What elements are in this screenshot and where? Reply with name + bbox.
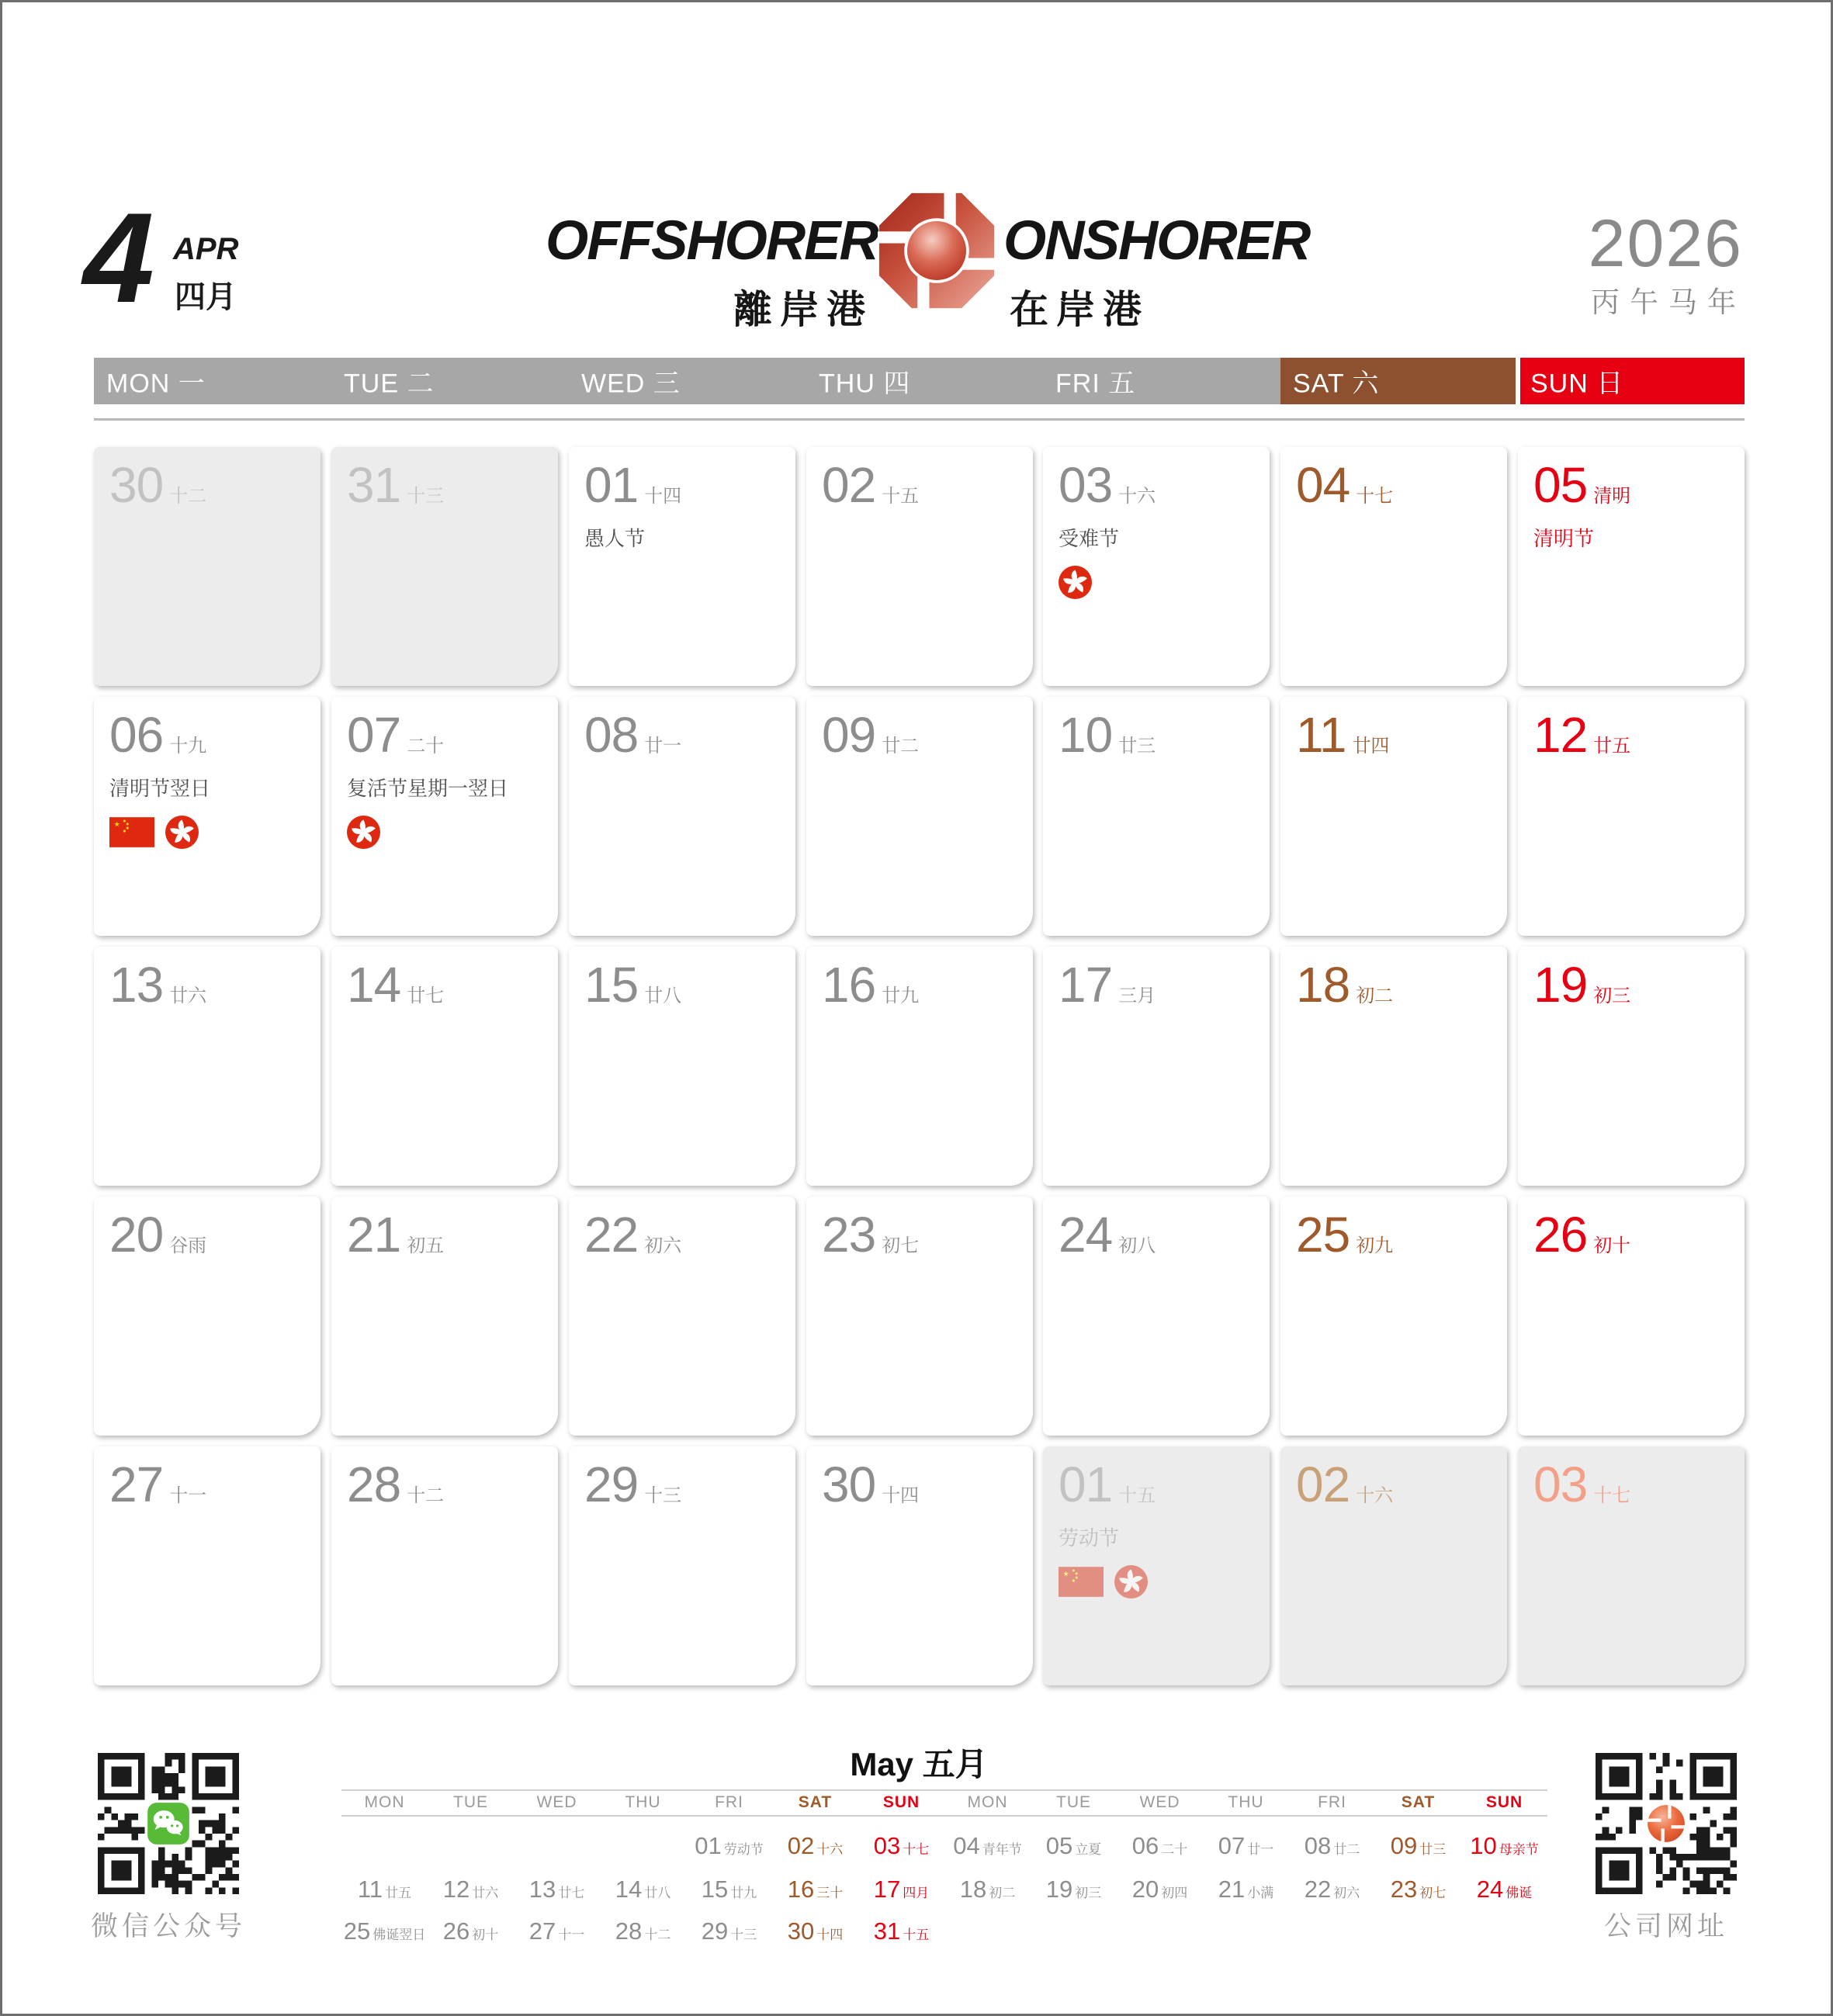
wechat-logo-icon xyxy=(147,1802,190,1845)
date-number: 01 xyxy=(584,457,639,513)
mini-weekday-wed-9: WED xyxy=(1139,1793,1180,1811)
mini-weekday-thu-10: THU xyxy=(1228,1793,1264,1811)
mini-separator-bottom xyxy=(341,1815,1547,1817)
mini-date-number: 17 xyxy=(873,1876,901,1903)
date-number-row xyxy=(109,1207,321,1262)
date-number-row xyxy=(584,708,795,762)
date-cell-05 xyxy=(1518,447,1745,686)
date-number: 15 xyxy=(584,957,639,1013)
date-number: 11 xyxy=(1296,707,1346,763)
lunar-date: 初九 xyxy=(1356,1235,1394,1256)
mini-date-number: 21 xyxy=(1218,1876,1246,1903)
mini-date-number: 25 xyxy=(343,1917,371,1945)
date-number: 24 xyxy=(1059,1207,1113,1263)
lunar-date: 初二 xyxy=(1356,985,1394,1006)
hongkong-flag-icon xyxy=(1059,566,1092,603)
lunar-date: 廿七 xyxy=(407,985,445,1006)
flag-row xyxy=(1059,1565,1270,1602)
lunar-date: 十二 xyxy=(169,486,207,507)
date-cell-06 xyxy=(94,697,321,936)
date-cell-02 xyxy=(806,447,1033,686)
header-separator-line xyxy=(94,418,1745,421)
mini-lunar-date: 佛诞翌日 xyxy=(372,1928,426,1942)
mini-date-cell-12 xyxy=(428,1876,514,1903)
date-number-row xyxy=(584,458,795,512)
date-number-row xyxy=(822,458,1033,512)
date-number-row xyxy=(109,458,321,512)
mini-date-cell-17 xyxy=(858,1876,944,1903)
mini-lunar-date: 立夏 xyxy=(1075,1842,1102,1857)
lunar-date: 二十 xyxy=(407,736,445,757)
mini-lunar-date: 廿二 xyxy=(1333,1842,1360,1857)
mini-weekday-wed-2: WED xyxy=(536,1793,577,1811)
mini-lunar-date: 廿六 xyxy=(472,1886,499,1900)
weekday-label-fri: FRI 五 xyxy=(1055,369,1136,399)
date-number-row xyxy=(109,1457,321,1512)
date-number-row xyxy=(1533,708,1745,762)
lunar-date: 廿五 xyxy=(1593,736,1631,757)
brand-offshorer: OFFSHORER xyxy=(546,210,878,272)
hongkong-flag-icon xyxy=(165,816,199,853)
holiday-label: 受难节 xyxy=(1059,527,1120,550)
mini-date-number: 23 xyxy=(1390,1876,1418,1903)
mini-lunar-date: 三十 xyxy=(816,1886,844,1900)
date-cell-30 xyxy=(806,1446,1033,1685)
mini-lunar-date: 初十 xyxy=(472,1928,499,1942)
lunar-date: 十一 xyxy=(169,1485,207,1506)
mini-date-number: 28 xyxy=(615,1917,643,1945)
lunar-date: 十九 xyxy=(169,736,207,757)
date-cell-04 xyxy=(1280,447,1507,686)
mini-date-cell-14 xyxy=(600,1876,686,1903)
date-number-row xyxy=(1296,458,1507,512)
mini-date-number: 16 xyxy=(787,1876,815,1903)
date-cell-22 xyxy=(569,1197,795,1436)
mini-date-number: 20 xyxy=(1131,1876,1159,1903)
lunar-date: 廿六 xyxy=(169,985,207,1006)
mini-date-cell-24 xyxy=(1461,1876,1547,1903)
date-number-row xyxy=(1296,1457,1507,1512)
mini-date-cell-13 xyxy=(514,1876,600,1903)
year: 2026 xyxy=(1588,206,1743,281)
mini-date-number: 24 xyxy=(1476,1876,1504,1903)
date-cell-02 xyxy=(1280,1446,1507,1685)
date-number: 05 xyxy=(1533,457,1588,513)
mini-date-cell-15 xyxy=(686,1876,772,1903)
hongkong-flag-icon xyxy=(1114,1565,1148,1602)
mini-lunar-date: 十二 xyxy=(644,1928,671,1942)
mini-weekday-mon-0: MON xyxy=(364,1793,405,1811)
date-number-row xyxy=(1533,458,1745,512)
date-cell-09 xyxy=(806,697,1033,936)
mini-lunar-date: 十七 xyxy=(903,1842,930,1857)
mini-lunar-date: 十一 xyxy=(558,1928,585,1942)
date-number-row xyxy=(584,1457,795,1512)
date-number-row xyxy=(822,1207,1033,1262)
lunar-date: 廿四 xyxy=(1352,736,1390,757)
date-number: 17 xyxy=(1059,957,1113,1013)
mini-lunar-date: 廿五 xyxy=(385,1886,412,1900)
mini-date-cell-25 xyxy=(341,1917,428,1945)
mini-date-number: 03 xyxy=(873,1832,901,1859)
date-number: 29 xyxy=(584,1457,639,1512)
date-number: 30 xyxy=(822,1457,876,1512)
lunar-date: 初十 xyxy=(1593,1235,1631,1256)
mini-date-number: 19 xyxy=(1045,1876,1073,1903)
date-number: 02 xyxy=(822,457,876,513)
mini-lunar-date: 初二 xyxy=(989,1886,1016,1900)
date-number: 13 xyxy=(109,957,164,1013)
mini-weekday-sat-5: SAT xyxy=(798,1793,833,1811)
mini-weekday-sat-12: SAT xyxy=(1401,1793,1436,1811)
holiday-label: 清明节翌日 xyxy=(109,777,211,800)
date-number: 16 xyxy=(822,957,876,1013)
date-cell-14 xyxy=(331,947,558,1186)
weekday-label-sat: SAT 六 xyxy=(1293,369,1380,399)
mini-weekday-tue-1: TUE xyxy=(453,1793,488,1811)
lunar-date: 十二 xyxy=(407,1485,445,1506)
lunar-date: 廿三 xyxy=(1118,736,1156,757)
weekday-label-mon: MON 一 xyxy=(106,369,206,399)
lunar-date: 十四 xyxy=(882,1485,920,1506)
date-number-row xyxy=(1059,1457,1270,1512)
date-number: 21 xyxy=(347,1207,401,1263)
mini-date-cell-11 xyxy=(341,1876,428,1903)
lunar-date: 初六 xyxy=(644,1235,682,1256)
mini-date-number: 26 xyxy=(442,1917,470,1945)
mini-date-cell-09 xyxy=(1375,1832,1461,1860)
lunar-date: 十六 xyxy=(1356,1485,1394,1506)
mini-lunar-date: 四月 xyxy=(903,1886,930,1900)
mini-lunar-date: 廿九 xyxy=(730,1886,757,1900)
date-cell-21 xyxy=(331,1197,558,1436)
mini-lunar-date: 小满 xyxy=(1247,1886,1274,1900)
date-cell-23 xyxy=(806,1197,1033,1436)
holiday-label: 清明节 xyxy=(1533,527,1595,550)
brand-onshorer-chinese: 在岸港 xyxy=(1010,288,1149,331)
mini-weekday-mon-7: MON xyxy=(967,1793,1008,1811)
mini-date-number: 29 xyxy=(701,1917,729,1945)
mini-date-cell-04 xyxy=(944,1832,1031,1860)
mini-date-cell-23 xyxy=(1375,1876,1461,1903)
date-cell-03 xyxy=(1043,447,1270,686)
date-number: 19 xyxy=(1533,957,1588,1013)
mini-date-number: 31 xyxy=(873,1917,901,1945)
mini-lunar-date: 初七 xyxy=(1419,1886,1447,1900)
mini-date-number: 01 xyxy=(695,1832,722,1859)
mini-weekday-tue-8: TUE xyxy=(1056,1793,1091,1811)
mini-lunar-date: 十四 xyxy=(816,1928,844,1942)
mini-date-number: 06 xyxy=(1131,1832,1159,1859)
date-number-row xyxy=(109,958,321,1012)
mini-date-number: 05 xyxy=(1045,1832,1073,1859)
website-qr-label: 公司网址 xyxy=(1603,1911,1728,1942)
mini-date-cell-07 xyxy=(1203,1832,1289,1860)
lunar-date: 谷雨 xyxy=(169,1235,207,1256)
date-cell-07 xyxy=(331,697,558,936)
date-number: 02 xyxy=(1296,1457,1350,1512)
holiday-label: 愚人节 xyxy=(584,527,646,550)
lunar-date: 廿二 xyxy=(882,736,920,757)
mini-weekday-sun-6: SUN xyxy=(882,1793,920,1811)
date-number: 07 xyxy=(347,707,401,763)
mini-date-cell-31 xyxy=(858,1917,944,1945)
date-cell-18 xyxy=(1280,947,1507,1186)
date-number: 27 xyxy=(109,1457,164,1512)
flag-row xyxy=(1059,566,1270,603)
date-number: 18 xyxy=(1296,957,1350,1013)
mini-date-cell-01 xyxy=(686,1832,772,1860)
date-cell-01 xyxy=(1043,1446,1270,1685)
company-emblem-icon xyxy=(878,190,996,315)
date-cell-01 xyxy=(569,447,795,686)
month-number: 4 xyxy=(83,186,154,329)
date-number-row xyxy=(1059,458,1270,512)
mini-date-cell-18 xyxy=(944,1876,1031,1903)
date-number-row xyxy=(1296,708,1507,762)
date-cell-28 xyxy=(331,1446,558,1685)
date-number-row xyxy=(1533,1457,1745,1512)
date-number-row xyxy=(1059,958,1270,1012)
date-cell-24 xyxy=(1043,1197,1270,1436)
date-number: 31 xyxy=(347,457,401,513)
hongkong-flag-icon xyxy=(347,816,380,853)
lunar-date: 廿九 xyxy=(882,985,920,1006)
mini-date-number: 15 xyxy=(701,1876,729,1903)
month-abbr: APR xyxy=(173,232,239,266)
mini-date-cell-10 xyxy=(1461,1832,1547,1860)
date-number: 03 xyxy=(1059,457,1113,513)
weekday-label-wed: WED 三 xyxy=(581,369,681,399)
next-month-title: May 五月 xyxy=(850,1746,988,1782)
mini-date-number: 13 xyxy=(528,1876,556,1903)
date-cell-12 xyxy=(1518,697,1745,936)
china-flag-icon xyxy=(1059,1567,1104,1601)
lunar-date: 十三 xyxy=(644,1485,682,1506)
date-number-row xyxy=(1059,708,1270,762)
mini-date-number: 22 xyxy=(1304,1876,1332,1903)
mini-date-number: 11 xyxy=(357,1876,383,1903)
lunar-date: 十五 xyxy=(1118,1485,1156,1506)
mini-lunar-date: 初六 xyxy=(1333,1886,1360,1900)
date-number: 03 xyxy=(1533,1457,1588,1512)
date-cell-19 xyxy=(1518,947,1745,1186)
date-cell-13 xyxy=(94,947,321,1186)
date-number: 04 xyxy=(1296,457,1350,513)
mini-weekday-fri-4: FRI xyxy=(715,1793,743,1811)
lunar-date: 十七 xyxy=(1593,1485,1631,1506)
date-number: 22 xyxy=(584,1207,639,1263)
mini-lunar-date: 十六 xyxy=(816,1842,844,1857)
date-number: 26 xyxy=(1533,1207,1588,1263)
mini-date-number: 07 xyxy=(1218,1832,1246,1859)
date-number-row xyxy=(822,958,1033,1012)
mini-date-number: 18 xyxy=(959,1876,987,1903)
mini-date-number: 27 xyxy=(528,1917,556,1945)
lunar-date: 初五 xyxy=(407,1235,445,1256)
mini-lunar-date: 劳动节 xyxy=(723,1842,764,1857)
mini-date-number: 14 xyxy=(615,1876,643,1903)
mini-date-number: 12 xyxy=(442,1876,470,1903)
lunar-date: 十七 xyxy=(1356,486,1394,507)
lunar-date: 十五 xyxy=(882,486,920,507)
weekday-header-bar xyxy=(94,358,1745,404)
date-cell-30 xyxy=(94,447,321,686)
mini-weekday-thu-3: THU xyxy=(625,1793,661,1811)
date-number-row xyxy=(347,1207,558,1262)
mini-lunar-date: 母亲节 xyxy=(1499,1842,1539,1857)
mini-date-cell-22 xyxy=(1289,1876,1375,1903)
mini-date-cell-03 xyxy=(858,1832,944,1860)
date-number: 28 xyxy=(347,1457,401,1512)
date-number-row xyxy=(584,958,795,1012)
mini-weekday-fri-11: FRI xyxy=(1318,1793,1346,1811)
date-number: 08 xyxy=(584,707,639,763)
date-number-row xyxy=(109,708,321,762)
date-cell-03 xyxy=(1518,1446,1745,1685)
mini-date-cell-05 xyxy=(1031,1832,1117,1860)
mini-lunar-date: 初四 xyxy=(1161,1886,1188,1900)
weekday-label-tue: TUE 二 xyxy=(344,369,435,399)
mini-weekday-sun-13: SUN xyxy=(1485,1793,1523,1811)
mini-date-number: 10 xyxy=(1470,1832,1497,1859)
date-cell-08 xyxy=(569,697,795,936)
mini-date-cell-06 xyxy=(1117,1832,1203,1860)
date-cell-27 xyxy=(94,1446,321,1685)
flag-row xyxy=(109,816,321,853)
year-zodiac-chinese: 丙午马年 xyxy=(1591,286,1746,318)
lunar-date: 廿一 xyxy=(644,736,682,757)
mini-date-cell-16 xyxy=(772,1876,858,1903)
date-number-row xyxy=(347,1457,558,1512)
date-number: 14 xyxy=(347,957,401,1013)
wechat-qr-label: 微信公众号 xyxy=(90,1911,246,1942)
mini-lunar-date: 佛诞 xyxy=(1506,1886,1533,1900)
date-cell-31 xyxy=(331,447,558,686)
mini-date-cell-02 xyxy=(772,1832,858,1860)
lunar-date: 初八 xyxy=(1118,1235,1156,1256)
date-number-row xyxy=(1533,958,1745,1012)
date-number-row xyxy=(1296,958,1507,1012)
date-number: 10 xyxy=(1059,707,1113,763)
holiday-label: 劳动节 xyxy=(1059,1526,1120,1550)
lunar-date: 十四 xyxy=(644,486,682,507)
date-cell-29 xyxy=(569,1446,795,1685)
date-number: 20 xyxy=(109,1207,164,1263)
mini-separator-top xyxy=(341,1789,1547,1791)
date-number: 06 xyxy=(109,707,164,763)
date-number: 25 xyxy=(1296,1207,1350,1263)
date-cell-11 xyxy=(1280,697,1507,936)
china-flag-icon xyxy=(109,817,154,851)
brand-onshorer: ONSHORER xyxy=(1003,210,1310,272)
date-number-row xyxy=(822,1457,1033,1512)
mini-lunar-date: 廿八 xyxy=(644,1886,671,1900)
lunar-date: 初三 xyxy=(1593,985,1631,1006)
mini-date-cell-29 xyxy=(686,1917,772,1945)
date-number-row xyxy=(347,458,558,512)
date-number: 23 xyxy=(822,1207,876,1263)
lunar-date: 初七 xyxy=(882,1235,920,1256)
mini-lunar-date: 十五 xyxy=(903,1928,930,1942)
lunar-date: 三月 xyxy=(1118,985,1156,1006)
date-number: 09 xyxy=(822,707,876,763)
date-number-row xyxy=(1296,1207,1507,1262)
date-number-row xyxy=(1533,1207,1745,1262)
date-cell-10 xyxy=(1043,697,1270,936)
weekday-label-sun: SUN 日 xyxy=(1530,369,1624,399)
date-number-row xyxy=(584,1207,795,1262)
date-number-row xyxy=(347,958,558,1012)
mini-date-cell-21 xyxy=(1203,1876,1289,1903)
date-cell-15 xyxy=(569,947,795,1186)
date-number: 30 xyxy=(109,457,164,513)
mini-date-cell-19 xyxy=(1031,1876,1117,1903)
mini-date-cell-28 xyxy=(600,1917,686,1945)
date-cell-16 xyxy=(806,947,1033,1186)
mini-date-cell-27 xyxy=(514,1917,600,1945)
date-cell-17 xyxy=(1043,947,1270,1186)
mini-date-number: 08 xyxy=(1304,1832,1332,1859)
mini-date-number: 04 xyxy=(953,1832,980,1859)
date-number-row xyxy=(347,708,558,762)
lunar-date: 十三 xyxy=(407,486,445,507)
mini-lunar-date: 十三 xyxy=(730,1928,757,1942)
mini-lunar-date: 青年节 xyxy=(982,1842,1022,1857)
mini-date-cell-20 xyxy=(1117,1876,1203,1903)
lunar-date: 廿八 xyxy=(644,985,682,1006)
month-name-chinese: 四月 xyxy=(175,280,237,314)
date-number-row xyxy=(822,708,1033,762)
date-cell-25 xyxy=(1280,1197,1507,1436)
date-cell-20 xyxy=(94,1197,321,1436)
flag-row xyxy=(347,816,558,853)
mini-lunar-date: 廿七 xyxy=(558,1886,585,1900)
brand-offshorer-chinese: 離岸港 xyxy=(733,288,873,331)
mini-lunar-date: 初三 xyxy=(1075,1886,1102,1900)
mini-lunar-date: 廿三 xyxy=(1419,1842,1447,1857)
mini-date-cell-30 xyxy=(772,1917,858,1945)
mini-date-number: 30 xyxy=(787,1917,815,1945)
weekday-label-thu: THU 四 xyxy=(819,369,911,399)
mini-lunar-date: 廿一 xyxy=(1247,1842,1274,1857)
mini-date-cell-08 xyxy=(1289,1832,1375,1860)
company-ball-icon xyxy=(1646,1803,1686,1844)
mini-date-number: 09 xyxy=(1390,1832,1418,1859)
mini-date-number: 02 xyxy=(787,1832,815,1859)
mini-date-cell-26 xyxy=(428,1917,514,1945)
date-number: 12 xyxy=(1533,707,1588,763)
lunar-date: 清明 xyxy=(1593,486,1631,507)
date-cell-26 xyxy=(1518,1197,1745,1436)
date-number-row xyxy=(1059,1207,1270,1262)
date-number: 01 xyxy=(1059,1457,1113,1512)
lunar-date: 十六 xyxy=(1118,486,1156,507)
holiday-label: 复活节星期一翌日 xyxy=(347,777,509,800)
mini-lunar-date: 二十 xyxy=(1161,1842,1188,1857)
